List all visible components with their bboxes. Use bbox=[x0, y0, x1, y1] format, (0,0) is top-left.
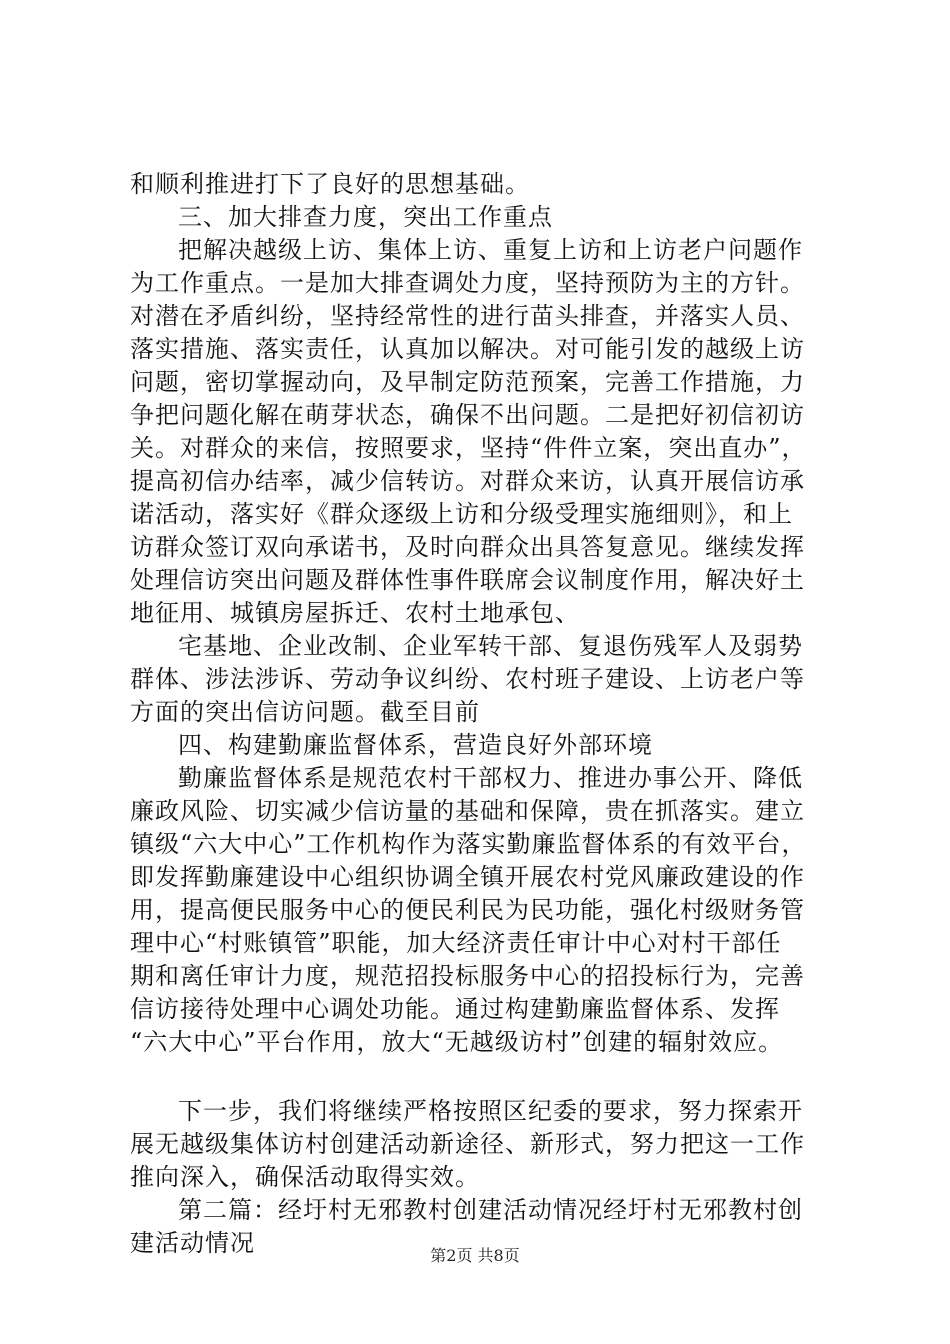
paragraph-line: 争把问题化解在萌芽状态，确保不出问题。二是把好初信初访 bbox=[130, 401, 805, 429]
paragraph-line: 信访接待处理中心调处功能。通过构建勤廉监督体系、发挥 bbox=[130, 995, 780, 1023]
paragraph-line: 处理信访突出问题及群体性事件联席会议制度作用，解决好土 bbox=[130, 566, 805, 594]
paragraph-line: 关。对群众的来信，按照要求，坚持“件件立案，突出直办”， bbox=[130, 434, 807, 462]
paragraph-line: 展无越级集体访村创建活动新途径、新形式，努力把这一工作 bbox=[130, 1130, 805, 1158]
paragraph-line: 镇级“六大中心”工作机构作为落实勤廉监督体系的有效平台， bbox=[130, 830, 807, 858]
chapter-title: 建活动情况 bbox=[130, 1229, 255, 1257]
paragraph-line: 理中心“村账镇管”职能，加大经济责任审计中心对村干部任 bbox=[130, 929, 782, 957]
paragraph-line: 用，提高便民服务中心的便民利民为民功能，强化村级财务管 bbox=[130, 896, 805, 924]
paragraph-line: 把解决越级上访、集体上访、重复上访和上访老户问题作 bbox=[178, 236, 803, 264]
paragraph-line: 提高初信办结率，减少信转访。对群众来访，认真开展信访承 bbox=[130, 467, 805, 495]
paragraph-line: 下一步，我们将继续严格按照区纪委的要求，努力探索开 bbox=[178, 1097, 803, 1125]
paragraph-line: 宅基地、企业改制、企业军转干部、复退伤残军人及弱势 bbox=[178, 632, 803, 660]
section-heading: 三、加大排查力度，突出工作重点 bbox=[178, 203, 553, 231]
paragraph-line: 方面的突出信访问题。截至目前 bbox=[130, 698, 480, 726]
paragraph-line: 和顺利推进打下了良好的思想基础。 bbox=[130, 170, 530, 198]
document-body bbox=[130, 168, 850, 1260]
paragraph-line: 群体、涉法涉诉、劳动争议纠纷、农村班子建设、上访老户等 bbox=[130, 665, 805, 693]
paragraph-line: 勤廉监督体系是规范农村干部权力、推进办事公开、降低 bbox=[178, 764, 803, 792]
paragraph-gap bbox=[130, 1059, 850, 1095]
paragraph-line: 对潜在矛盾纠纷，坚持经常性的进行苗头排查，并落实人员、 bbox=[130, 302, 805, 330]
page-number: 第2页 共8页 bbox=[430, 1246, 520, 1265]
paragraph-line: 落实措施、落实责任，认真加以解决。对可能引发的越级上访 bbox=[130, 335, 805, 363]
chapter-title: 第二篇：经圩村无邪教村创建活动情况经圩村无邪教村创 bbox=[178, 1196, 803, 1224]
paragraph-line: “六大中心”平台作用，放大“无越级访村”创建的辐射效应。 bbox=[130, 1028, 784, 1056]
paragraph-line: 诺活动，落实好《群众逐级上访和分级受理实施细则》，和上 bbox=[130, 500, 793, 528]
paragraph-line: 为工作重点。一是加大排查调处力度，坚持预防为主的方针。 bbox=[130, 269, 805, 297]
paragraph-line: 推向深入，确保活动取得实效。 bbox=[130, 1163, 480, 1191]
paragraph-line: 问题，密切掌握动向，及早制定防范预案，完善工作措施，力 bbox=[130, 368, 805, 396]
paragraph-line: 期和离任审计力度，规范招投标服务中心的招投标行为，完善 bbox=[130, 962, 805, 990]
paragraph-line: 即发挥勤廉建设中心组织协调全镇开展农村党风廉政建设的作 bbox=[130, 863, 805, 891]
paragraph-line: 地征用、城镇房屋拆迁、农村土地承包、 bbox=[130, 599, 580, 627]
paragraph-line: 廉政风险、切实减少信访量的基础和保障，贵在抓落实。建立 bbox=[130, 797, 805, 825]
paragraph-line: 访群众签订双向承诺书，及时向群众出具答复意见。继续发挥 bbox=[130, 533, 805, 561]
section-heading: 四、构建勤廉监督体系，营造良好外部环境 bbox=[178, 731, 653, 759]
